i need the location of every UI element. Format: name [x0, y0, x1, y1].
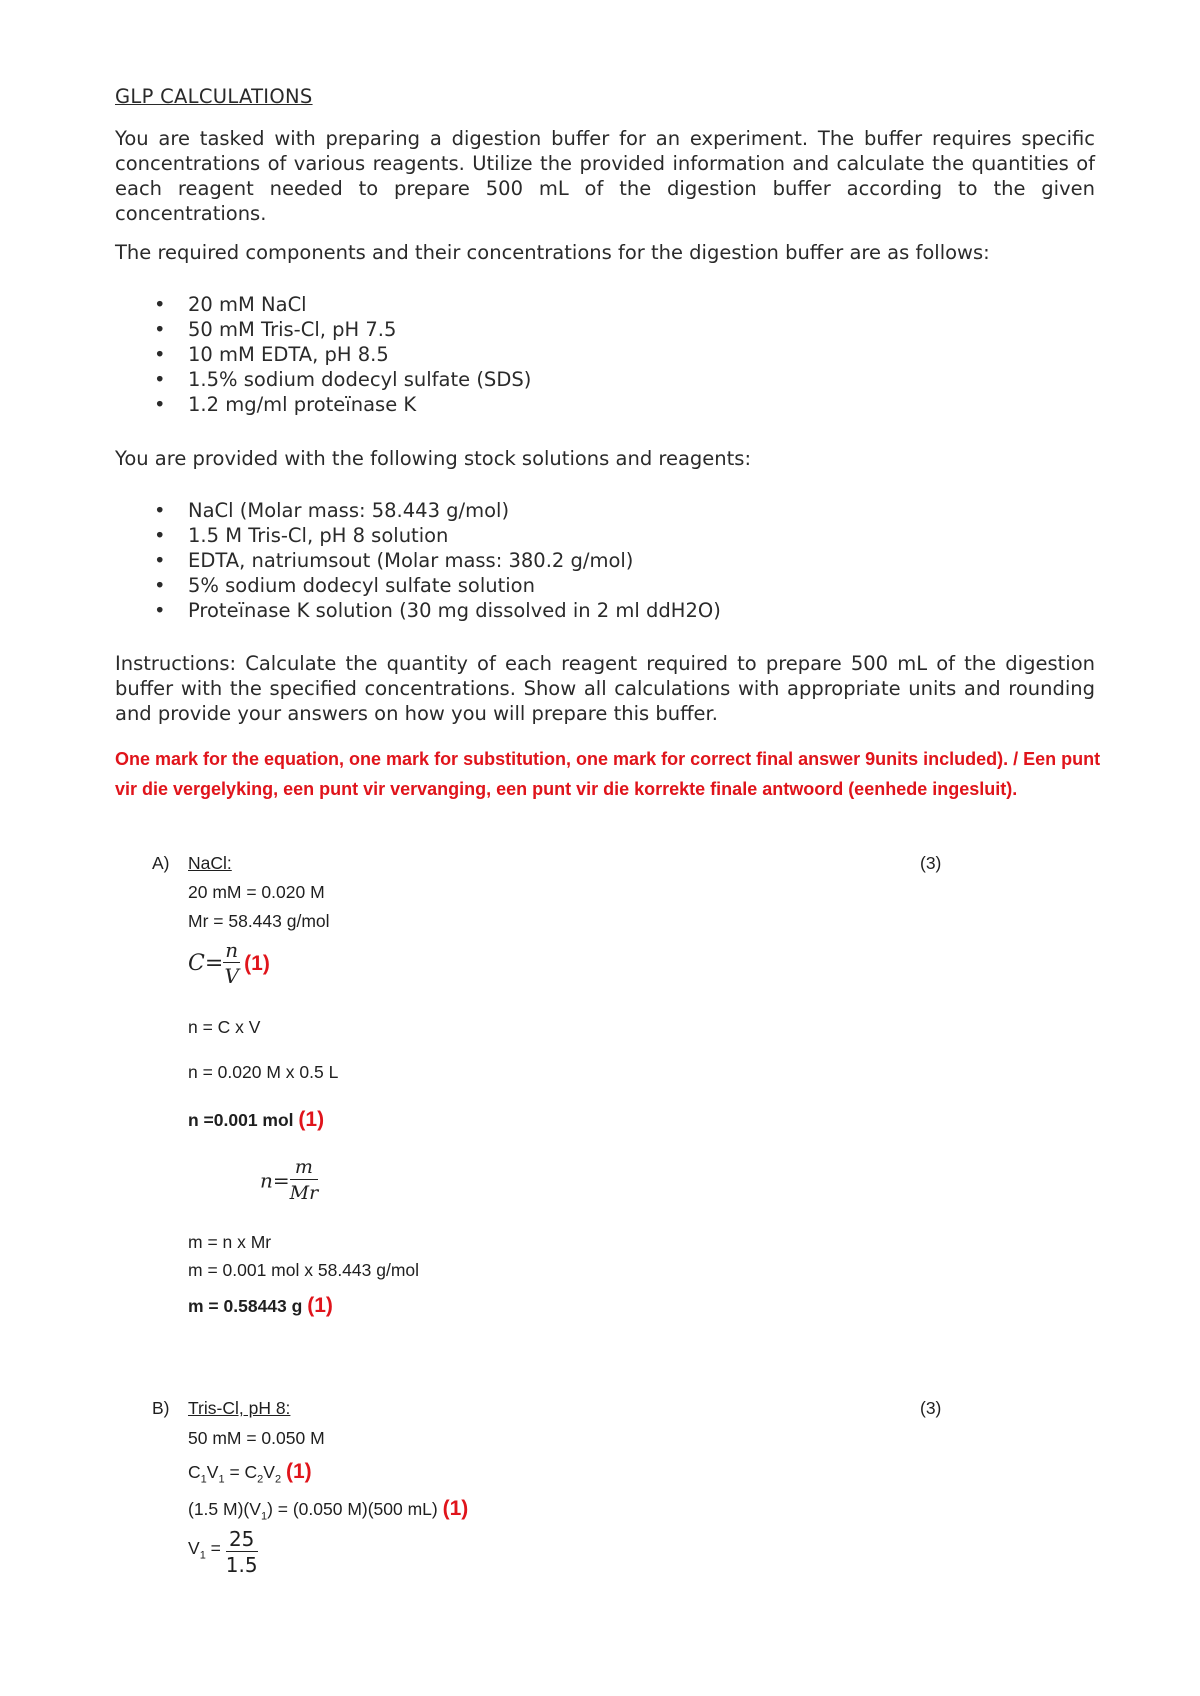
bullet-icon: • [154, 524, 166, 547]
list-item: • Proteïnase K solution (30 mg dissolved in 2 ml ddH2O) [154, 599, 721, 622]
list-item: • 5% sodium dodecyl sulfate solution [154, 574, 535, 597]
mark-badge: (1) [285, 1460, 312, 1483]
a-line-6: m = 0.001 mol x 58.443 g/mol [188, 1260, 420, 1280]
list-item: • 20 mM NaCl [154, 293, 307, 316]
section-b-label: B) [152, 1398, 170, 1418]
page-title: GLP CALCULATIONS [115, 85, 313, 108]
mark-badge: (1) [307, 1294, 333, 1317]
list-item: • EDTA, natriumsout (Molar mass: 380.2 g/mol) [154, 549, 634, 572]
components-heading: The required components and their concentrations for the digestion buffer are as follows: [115, 241, 990, 264]
stocks-heading: You are provided with the following stock solutions and reagents: [115, 447, 752, 470]
bullet-icon: • [154, 293, 166, 316]
a-line-4: n = 0.020 M x 0.5 L [188, 1062, 339, 1082]
section-b-heading: Tris-Cl, pH 8: [188, 1398, 291, 1418]
intro-paragraph: You are tasked with preparing a digestion buffer for an experiment. The buffer requires specific concentrations of various reagents. Utilize the provided information and calculate the quantities of each reagent needed to prepare 500 mL of the digestion buffer according to the given concentrations. [115, 127, 1095, 225]
section-a-marks: (3) [920, 853, 942, 873]
bullet-icon: • [154, 574, 166, 597]
b-line-1: 50 mM = 0.050 M [188, 1428, 325, 1448]
section-b-marks: (3) [920, 1398, 942, 1418]
bullet-icon: • [154, 599, 166, 622]
bullet-icon: • [154, 368, 166, 391]
a-result-1: n =0.001 mol (1) [188, 1108, 325, 1131]
bullet-icon: • [154, 343, 166, 366]
a-line-1: 20 mM = 0.020 M [188, 882, 325, 902]
a-line-3: n = C x V [188, 1017, 261, 1037]
a-line-2: Mr = 58.443 g/mol [188, 911, 330, 931]
a-result-2: m = 0.58443 g (1) [188, 1294, 333, 1317]
a-equation-n-m-mr: n= $\frac{m}{Mr}$ [260, 1156, 319, 1204]
bullet-icon: • [154, 549, 166, 572]
list-item: • 1.2 mg/ml proteïnase K [154, 393, 417, 416]
list-item: • 10 mM EDTA, pH 8.5 [154, 343, 389, 366]
mark-badge: (1) [244, 952, 270, 975]
a-equation-c-n-v: C= $\frac{n}{V}$ (1) [188, 938, 270, 988]
list-item: • NaCl (Molar mass: 58.443 g/mol) [154, 499, 510, 522]
list-item: • 1.5 M Tris-Cl, pH 8 solution [154, 524, 449, 547]
bullet-icon: • [154, 393, 166, 416]
marking-note: One mark for the equation, one mark for substitution, one mark for correct final answer 9units included). / Een punt vir die vergelyking, een punt vir vervanging, een punt vir die korrekte finale antwoord (eenhede ingesluit). [115, 749, 1101, 799]
components-list [115, 292, 531, 417]
bullet-icon: • [154, 499, 166, 522]
list-item: • 1.5% sodium dodecyl sulfate (SDS) [154, 368, 532, 391]
mark-badge: (1) [298, 1108, 325, 1131]
mark-badge: (1) [442, 1497, 469, 1520]
b-v1-calculation: $V_1$ = $\frac{25}{1.5}$ [188, 1527, 258, 1577]
instructions-paragraph: Instructions: Calculate the quantity of each reagent required to prepare 500 mL of the digestion buffer with the specified concentrations. Show all calculations with appropriate units and rounding and provide your answers on how you will prepare this buffer. [115, 652, 1095, 725]
stocks-list [115, 498, 721, 623]
b-substitution: (1.5 $M)(V_1) = (0.050$ M)(500 mL) (1) [188, 1497, 469, 1523]
a-line-5: m = n x Mr [188, 1232, 272, 1252]
b-dilution-formula: $C_1V_1 = C_2V_2$ (1) [188, 1460, 312, 1486]
section-a-heading: NaCl: [188, 853, 232, 873]
list-item: • 50 mM Tris-Cl, pH 7.5 [154, 318, 397, 341]
section-a-label: A) [152, 853, 170, 873]
bullet-icon: • [154, 318, 166, 341]
